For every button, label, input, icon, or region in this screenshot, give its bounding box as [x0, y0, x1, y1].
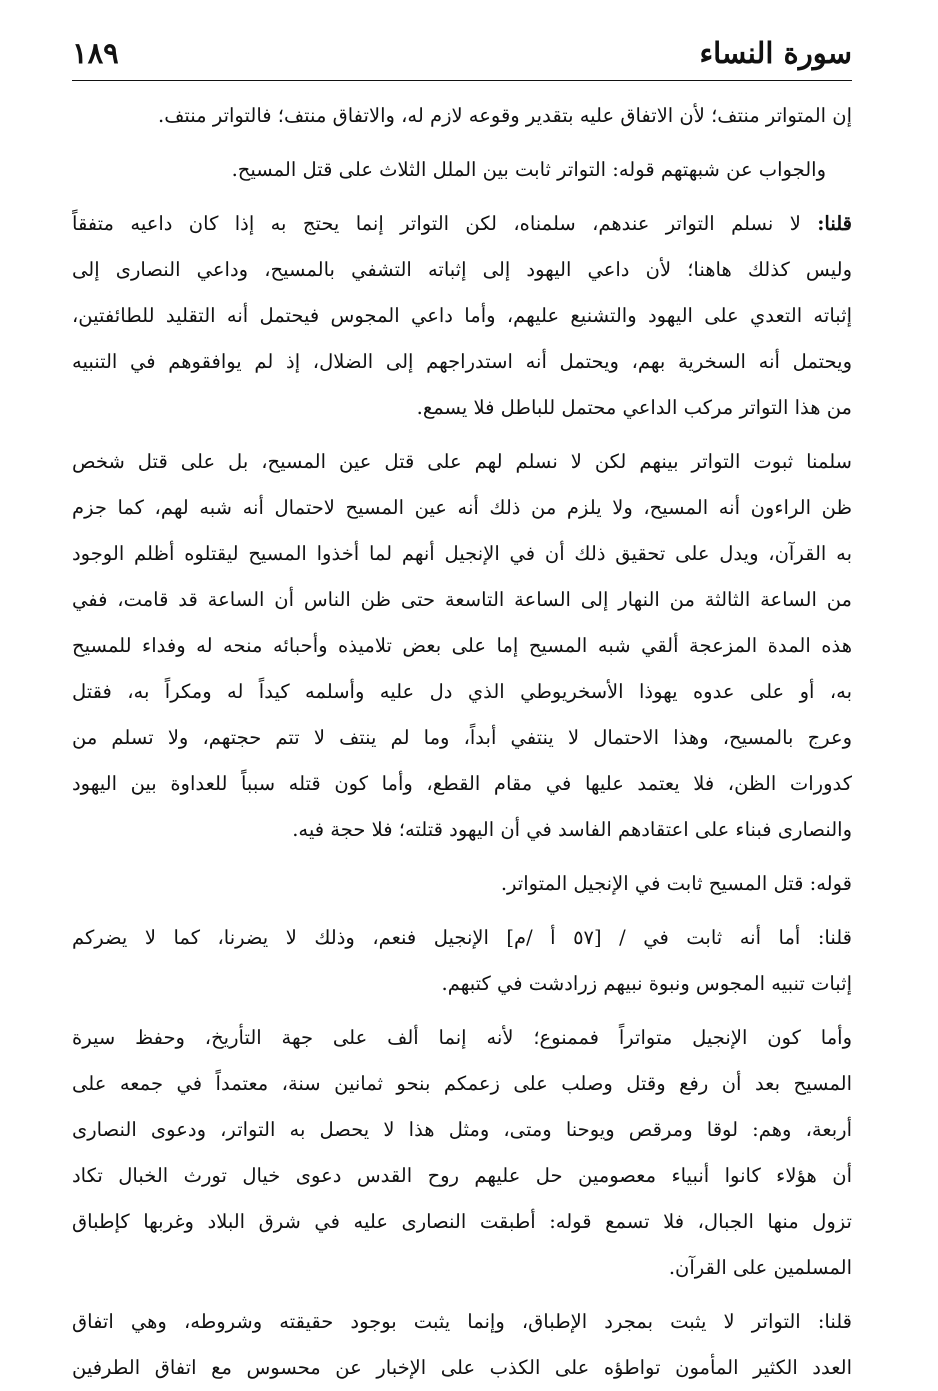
line-text: قوله: قتل المسيح ثابت في الإنجيل المتواتر.	[500, 872, 852, 895]
text-line	[72, 1299, 852, 1345]
line-text: أن هؤلاء كانوا أنبياء معصومين حل عليهم روح القدس دعوى خيال تورث الخبال تكاد	[72, 1164, 852, 1187]
page-header	[72, 30, 852, 81]
text-line	[72, 147, 852, 193]
text-line	[72, 1015, 852, 1061]
line-text: كدورات الظن، فلا يعتمد عليها في مقام القطع، وأما كون قتله سبباً للعداوة بين اليهود	[72, 772, 852, 795]
text-line	[72, 1107, 852, 1153]
book-page	[72, 30, 852, 1391]
line-text: والنصارى فبناء على اعتقادهم الفاسد في أن اليهود قتلته؛ فلا حجة فيه.	[292, 818, 852, 841]
paragraph-gap	[72, 853, 852, 861]
line-text: ظن الراءون أنه المسيح، ولا يلزم من ذلك أنه عين المسيح لاحتمال أنه شبه لهم، كما جزم	[72, 496, 852, 519]
text-line	[72, 1199, 852, 1245]
paragraph-gap	[72, 1291, 852, 1299]
text-line	[72, 293, 852, 339]
line-text: إثبات تنبيه المجوس ونبوة نبيهم زرادشت في كتبهم.	[441, 972, 852, 995]
text-line	[72, 1345, 852, 1391]
text-line	[72, 531, 852, 577]
surah-title: سورة النساء	[699, 36, 852, 70]
paragraph-gap	[72, 193, 852, 201]
paragraph-gap	[72, 907, 852, 915]
line-text: لا نسلم التواتر عندهم، سلمناه، لكن التواتر إنما يحتج به إذا كان داعيه متفقاً	[72, 212, 818, 235]
text-line	[72, 715, 852, 761]
line-text: وأما كون الإنجيل متواتراً فممنوع؛ لأنه إنما ألف على جهة التأريخ، وحفظ سيرة	[72, 1026, 852, 1049]
text-line	[72, 623, 852, 669]
text-line	[72, 1153, 852, 1199]
page-body	[72, 93, 852, 1391]
line-text: قلنا: أما أنه ثابت في / [٥٧ أ /م] الإنجيل فنعم، وذلك لا يضرنا، كما لا يضركم	[72, 926, 852, 949]
text-line	[72, 439, 852, 485]
text-line	[72, 339, 852, 385]
text-line	[72, 807, 852, 853]
line-text: وعرج بالمسيح، وهذا الاحتمال لا ينتفي أبداً، وما لم ينتف لا تتم حجتهم، ولا تسلم من	[72, 726, 852, 749]
page-number: ١٨٩	[72, 36, 119, 70]
text-line	[72, 577, 852, 623]
line-text: به القرآن، ويدل على تحقيق ذلك أن في الإنجيل أنهم لما أخذوا المسيح ليقتلوه أظلم الوجود	[72, 542, 852, 565]
line-text: وليس كذلك هاهنا؛ لأن داعي اليهود إلى إثباته التشفي بالمسيح، وداعي النصارى إلى	[72, 258, 852, 281]
text-line	[72, 247, 852, 293]
line-text: تزول منها الجبال، فلا تسمع قوله: أطبقت النصارى عليه في شرق البلاد وغربها كإطباق	[72, 1210, 852, 1233]
line-text: إن المتواتر منتف؛ لأن الاتفاق عليه بتقدير وقوعه لازم له، والاتفاق منتف؛ فالتواتر منتف.	[158, 104, 852, 127]
paragraph-gap	[72, 1007, 852, 1015]
text-line	[72, 1061, 852, 1107]
text-line	[72, 385, 852, 431]
line-text: العدد الكثير المأمون تواطؤه على الكذب على الإخبار عن محسوس مع اتفاق الطرفين	[72, 1356, 852, 1379]
line-text: من هذا التواتر مركب الداعي محتمل للباطل فلا يسمع.	[416, 396, 852, 419]
text-line	[72, 1245, 852, 1291]
text-line	[72, 961, 852, 1007]
line-text: من الساعة الثالثة من النهار إلى الساعة التاسعة حتى ظن الناس أن الساعة قد قامت، ففي	[72, 588, 852, 611]
bold-lead: قلنا:	[817, 212, 852, 235]
text-line	[72, 861, 852, 907]
text-line	[72, 485, 852, 531]
line-text: أربعة، وهم: لوقا ومرقص ويوحنا ومتى، ومثل هذا لا يحصل به التواتر، ودعوى النصارى	[72, 1118, 852, 1141]
line-text: والجواب عن شبهتهم قوله: التواتر ثابت بين الملل الثلاث على قتل المسيح.	[231, 158, 826, 181]
text-line	[72, 93, 852, 139]
line-text: المسيح بعد أن رفع وقتل وصلب على زعمكم بنحو ثمانين سنة، معتمداً في جمعه على	[72, 1072, 852, 1095]
line-text: قلنا: التواتر لا يثبت بمجرد الإطباق، وإنما يثبت بوجود حقيقته وشروطه، وهي اتفاق	[72, 1310, 852, 1333]
paragraph-gap	[72, 139, 852, 147]
text-line	[72, 201, 852, 247]
line-text: ويحتمل أنه السخرية بهم، ويحتمل أنه استدراجهم إلى الضلال، إذ لم يوافقوهم في التنبيه	[72, 350, 852, 373]
text-line	[72, 915, 852, 961]
text-line	[72, 669, 852, 715]
line-text: المسلمين على القرآن.	[668, 1256, 852, 1279]
line-text: هذه المدة المزعجة ألقي شبه المسيح إما على بعض تلاميذه وأحبائه منحه له وفداء للمسيح	[72, 634, 852, 657]
text-line	[72, 761, 852, 807]
paragraph-gap	[72, 431, 852, 439]
line-text: به، أو على عدوه يهوذا الأسخريوطي الذي دل عليه وأسلمه كيداً له ومكراً به، فقتل	[72, 680, 852, 703]
line-text: إثباته التعدي على اليهود والتشنيع عليهم، وأما داعي المجوس فيحتمل أنه التقليد للطائفتين،	[72, 304, 852, 327]
line-text: سلمنا ثبوت التواتر بينهم لكن لا نسلم لهم على قتل عين المسيح، بل على قتل شخص	[72, 450, 852, 473]
